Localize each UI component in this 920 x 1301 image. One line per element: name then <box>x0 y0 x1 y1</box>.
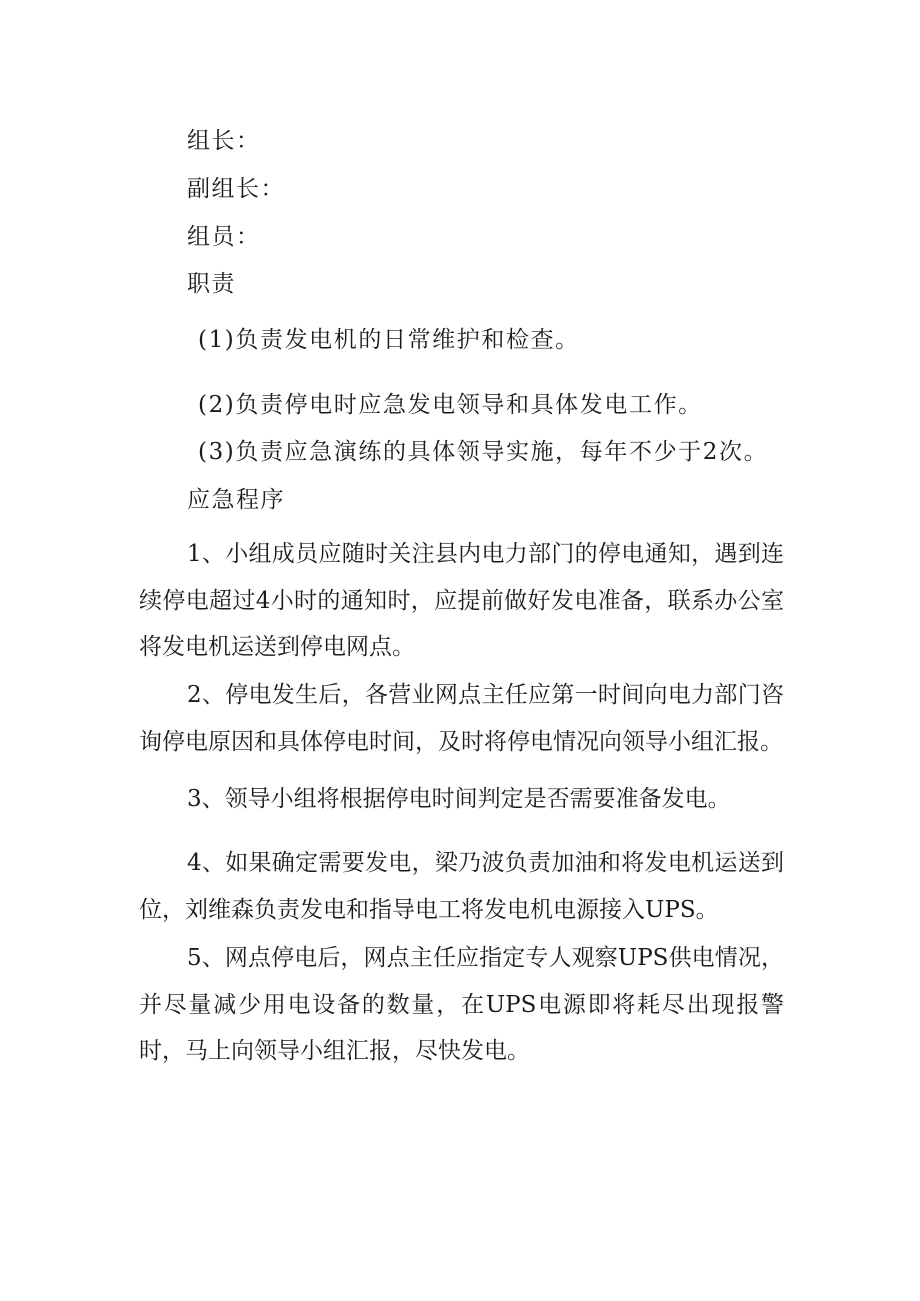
procedure-step-1 <box>139 531 784 671</box>
procedure-step-1-text: 1、小组成员应随时关注县内电力部门的停电通知，遇到连续停电超过4小时的通知时，应提前做好发电准备，联系办公室将发电机运送到停电网点。 <box>139 541 784 660</box>
procedure-step-5 <box>139 935 784 1075</box>
procedure-step-4 <box>139 840 784 933</box>
procedure-step-3-text: 3、领导小组将根据停电时间判定是否需要准备发电。 <box>187 786 731 812</box>
members-label: 组员： <box>187 224 261 250</box>
duty-item-1: (1)负责发电机的日常维护和检查。 <box>198 327 580 353</box>
deputy-leader-label: 副组长： <box>187 176 285 202</box>
procedure-step-2 <box>139 672 784 765</box>
procedure-step-2-text: 2、停电发生后，各营业网点主任应第一时间向电力部门咨询停电原因和具体停电时间，及时将停电情况向领导小组汇报。 <box>139 682 784 755</box>
duties-heading: 职责 <box>187 271 236 297</box>
procedure-heading: 应急程序 <box>187 487 285 513</box>
procedure-step-3 <box>139 776 784 823</box>
procedure-step-5-text: 5、网点停电后，网点主任应指定专人观察UPS供电情况，并尽量减少用电设备的数量，在UPS电源即将耗尽出现报警时，马上向领导小组汇报，尽快发电。 <box>139 945 784 1064</box>
procedure-step-4-text: 4、如果确定需要发电，梁乃波负责加油和将发电机运送到位，刘维森负责发电和指导电工将发电机电源接入UPS。 <box>139 850 784 923</box>
leader-label: 组长： <box>187 128 261 154</box>
duty-item-2: (2)负责停电时应急发电领导和具体发电工作。 <box>198 392 703 418</box>
duty-item-3: (3)负责应急演练的具体领导实施，每年不少于2次。 <box>198 439 769 465</box>
